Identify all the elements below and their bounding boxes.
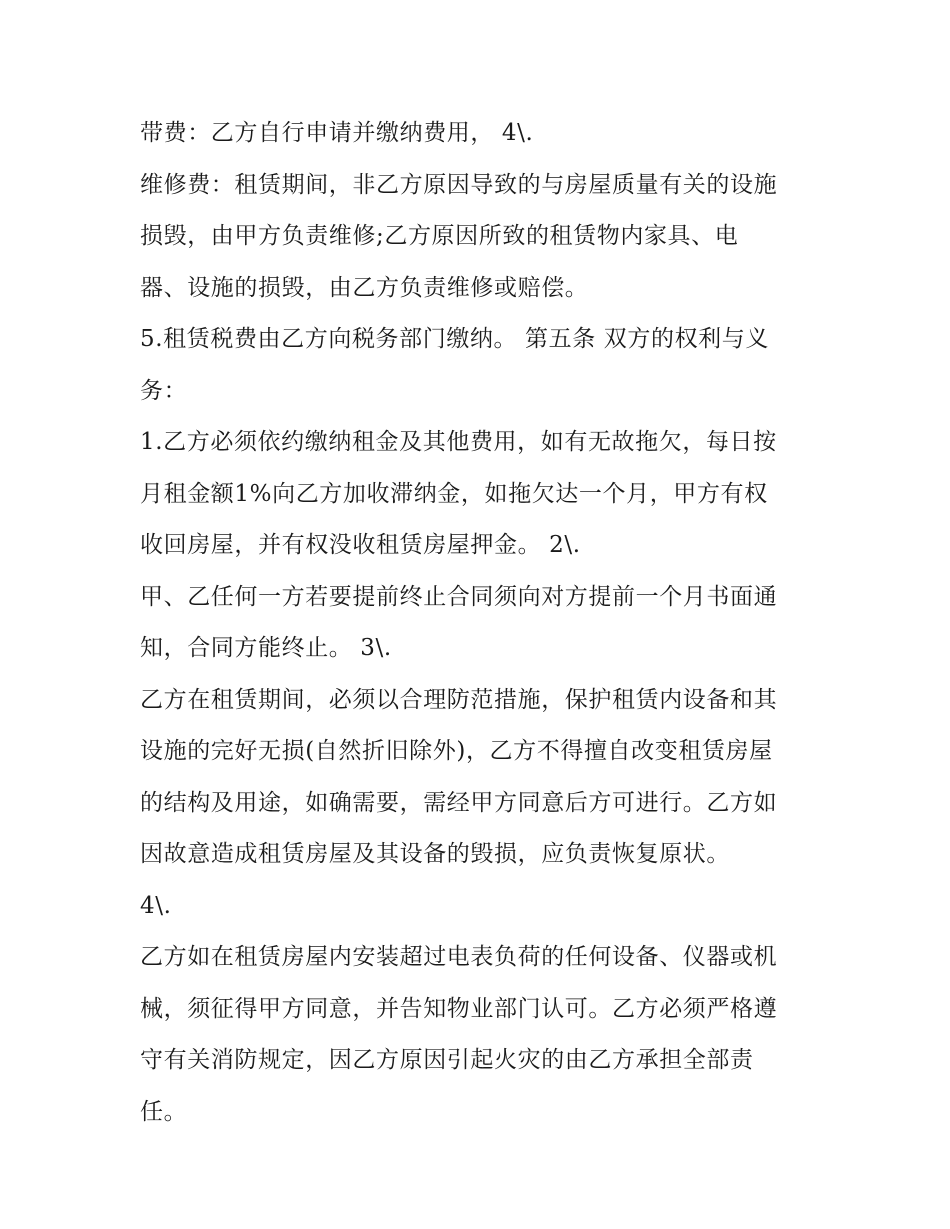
text-line: 带费：乙方自行申请并缴纳费用， 4\. <box>140 120 534 146</box>
text-line: 务： <box>140 377 188 404</box>
contract-text <box>140 108 820 1138</box>
text-line: 守有关消防规定，因乙方原因引起火灾的由乙方承担全部责 <box>140 1047 754 1073</box>
text-line: 任。 <box>140 1098 188 1125</box>
text-line: 知，合同方能终止。 3\. <box>140 635 392 661</box>
text-line: 维修费：租赁期间，非乙方原因导致的与房屋质量有关的设施 <box>140 171 778 198</box>
text-line: 乙方在租赁期间，必须以合理防范措施，保护租赁内设备和其 <box>140 686 778 713</box>
text-line: 甲、乙任何一方若要提前终止合同须向对方提前一个月书面通 <box>140 583 778 610</box>
text-line: 器、设施的损毁，由乙方负责维修或赔偿。 <box>140 274 589 301</box>
text-line: 乙方如在租赁房屋内安装超过电表负荷的任何设备、仪器或机 <box>140 944 778 970</box>
text-line: 设施的完好无损(自然折旧除外)，乙方不得擅自改变租赁房屋 <box>140 738 773 764</box>
text-line: 月租金额1%向乙方加收滞纳金，如拖欠达一个月，甲方有权 <box>140 480 768 507</box>
text-line: 4\. <box>140 892 172 919</box>
text-line: 收回房屋，并有权没收租赁房屋押金。 2\. <box>140 532 581 558</box>
text-line: 损毁，由甲方负责维修;乙方原因所致的租赁物内家具、电 <box>140 223 739 249</box>
text-line: 的结构及用途，如确需要，需经甲方同意后方可进行。乙方如 <box>140 789 778 816</box>
text-line: 械，须征得甲方同意，并告知物业部门认可。乙方必须严格遵 <box>140 995 778 1022</box>
text-line: 1.乙方必须依约缴纳租金及其他费用，如有无故拖欠，每日按 <box>140 429 777 455</box>
text-line: 因故意造成租赁房屋及其设备的毁损，应负责恢复原状。 <box>140 841 730 867</box>
text-line: 5.租赁税费由乙方向税务部门缴纳。 第五条 双方的权利与义 <box>140 326 769 352</box>
